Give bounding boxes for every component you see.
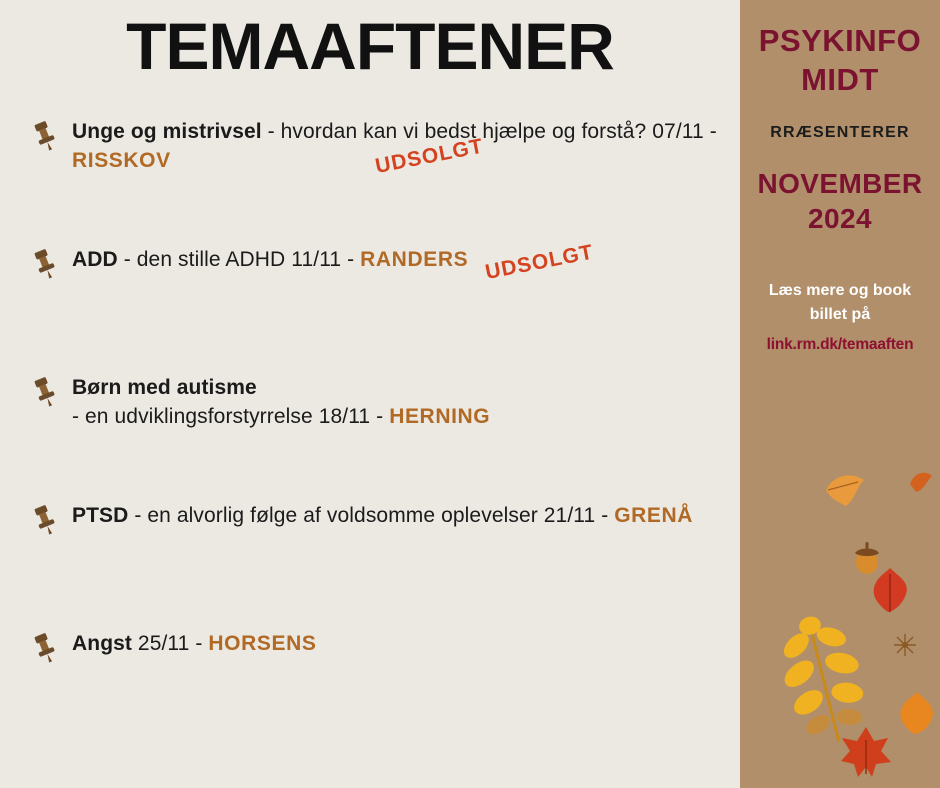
event-text	[72, 629, 740, 659]
event-city: RISSKOV	[72, 149, 171, 173]
seed-icon	[892, 632, 918, 663]
year-label: 2024	[808, 203, 872, 235]
event-title: Børn med autisme	[72, 375, 257, 399]
event-list	[0, 117, 740, 689]
leaf-icon	[896, 690, 938, 741]
event-city: RANDERS	[360, 247, 469, 271]
event-city: HERNING	[389, 405, 491, 429]
event-description: 25/11 -	[132, 631, 209, 655]
event-title: PTSD	[72, 503, 129, 527]
pushpin-icon	[28, 375, 62, 409]
acorn-icon	[850, 540, 884, 581]
status-badge: UDSOLGT	[373, 134, 486, 178]
event-description: - hvordan kan vi bedst hjælpe og forstå? 07/11 -	[261, 119, 717, 143]
leaf-icon	[778, 612, 870, 757]
event-description: - en udviklingsforstyrrelse 18/11 -	[72, 405, 390, 429]
event-city: HORSENS	[208, 631, 317, 655]
brand-line-2: MIDT	[801, 61, 879, 97]
booking-text: Læs mere og book billet på	[768, 282, 912, 324]
leaf-icon	[908, 468, 934, 499]
brand-line-1: PSYKINFO	[758, 23, 922, 58]
event-description: - den stille ADHD 11/11 -	[117, 247, 361, 271]
pushpin-icon	[28, 503, 62, 537]
month-label: NOVEMBER	[757, 167, 923, 199]
list-item	[28, 240, 740, 305]
booking-info	[740, 279, 940, 356]
event-text	[72, 373, 740, 433]
event-description: - en alvorlig følge af voldsomme oplevelser 21/11 -	[128, 503, 615, 527]
list-item	[28, 117, 740, 177]
presents-label: RRÆSENTERER	[770, 123, 910, 141]
status-badge: UDSOLGT	[483, 240, 596, 284]
pushpin-icon	[28, 119, 62, 153]
event-text	[72, 501, 740, 531]
month-year	[740, 166, 940, 238]
leaf-icon	[838, 724, 894, 785]
event-title: Unge og mistrivsel	[72, 119, 262, 143]
brand-name	[740, 22, 940, 100]
event-city: GRENÅ	[614, 503, 694, 527]
list-item	[28, 373, 740, 433]
list-item	[28, 501, 740, 561]
pushpin-icon	[28, 631, 62, 665]
leaf-icon	[822, 470, 868, 515]
leaf-icon	[868, 566, 912, 619]
poster-sidebar	[740, 0, 940, 788]
autumn-leaves-decoration	[740, 0, 940, 788]
event-text	[72, 245, 740, 275]
event-title: Angst	[72, 631, 132, 655]
page-title: TEMAAFTENER	[126, 9, 614, 83]
booking-link[interactable]: link.rm.dk/temaaften	[766, 336, 914, 354]
event-title: ADD	[72, 247, 118, 271]
list-item	[28, 629, 740, 689]
pushpin-icon	[28, 247, 62, 281]
